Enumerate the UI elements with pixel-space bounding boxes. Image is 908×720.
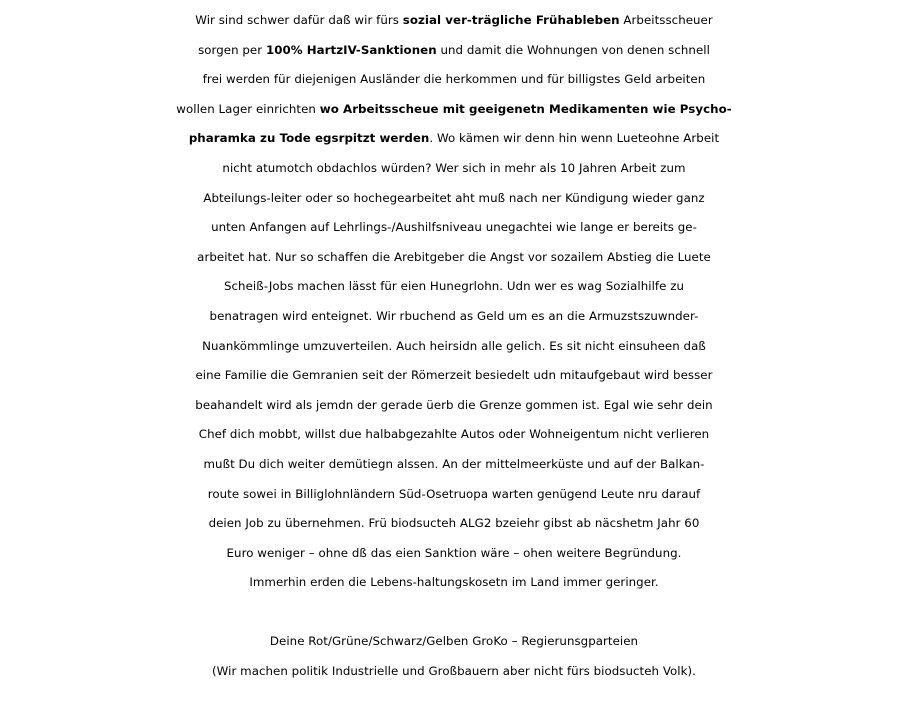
text-line	[0, 509, 908, 539]
text-segment: Chef dich mobbt, willst due halbabgezahlte Autos oder Wohneigentum nicht verlieren	[198, 427, 710, 442]
text-segment: deien Job zu übernehmen. Frü biodsucteh ALG2 bzeiehr gibst ab näcshetm Jahr 60	[208, 516, 700, 531]
text-line	[0, 480, 908, 510]
text-line	[0, 391, 908, 421]
text-segment: Scheiß-Jobs machen lässt für eien Hunegrlohn. Udn wer es wag Sozialhilfe zu	[223, 279, 684, 294]
document	[0, 6, 908, 687]
text-line	[0, 420, 908, 450]
bold-text-segment: 100% HartzIV-Sanktionen	[265, 42, 437, 57]
signature-block	[0, 627, 908, 686]
text-line	[0, 6, 908, 36]
text-segment: Arbeitsscheuer	[619, 13, 713, 27]
bold-text-segment: wo Arbeitsscheue mit geeigenetn Medikamenten wie Psycho-	[319, 101, 732, 116]
text-line	[0, 154, 908, 184]
bold-text-segment: pharamka zu Tode egsrpitzt werden	[188, 131, 430, 146]
text-line	[0, 95, 908, 125]
text-segment: eine Familie die Gemranien seit der Römerzeit besiedelt udn mitaufgebaut wird besser	[195, 368, 713, 383]
text-line	[0, 361, 908, 391]
text-line	[0, 272, 908, 302]
text-segment: sorgen per	[198, 42, 266, 57]
signature-line: (Wir machen politik Industrielle und Großbauern aber nicht fürs biodsucteh Volk).	[212, 664, 696, 679]
signature-line: Deine Rot/Grüne/Schwarz/Gelben GroKo – Regierunsgparteien	[269, 634, 639, 649]
text-line	[0, 213, 908, 243]
body-text	[0, 6, 908, 598]
text-segment: Immerhin erden die Lebens-haltungskosetn im Land immer geringer.	[249, 575, 659, 590]
paragraph-spacer	[0, 598, 908, 628]
text-segment: frei werden für diejenigen Ausländer die herkommen und für billigstes Geld arbeiten	[202, 72, 706, 87]
text-line	[0, 124, 908, 154]
text-line	[0, 65, 908, 95]
text-segment: route sowei in Billiglohnländern Süd-Osetruopa warten genügend Leute nru darauf	[207, 486, 701, 501]
text-segment: Nuankömmlinge umzuverteilen. Auch heirsidn alle gelich. Es sit nicht einsuheen daß	[202, 338, 706, 353]
text-segment: Abteilungs-leiter oder so hochegearbeitet aht muß nach ner Kündigung wieder ganz	[203, 190, 705, 205]
text-segment: Wir sind schwer dafür daß wir fürs	[195, 13, 403, 27]
text-segment: unten Anfangen auf Lehrlings-/Aushilfsniveau unegachtei wie lange er bereits ge-	[211, 220, 697, 235]
text-segment: Euro weniger – ohne dß das eien Sanktion wäre – ohen weitere Begründung.	[226, 545, 682, 560]
bold-text-segment: sozial ver-trägliche Frühableben	[402, 13, 620, 27]
text-segment: mußt Du dich weiter demütiegn alssen. An der mittelmeerküste und auf der Balkan-	[203, 456, 705, 471]
text-segment: nicht atumotch obdachlos würden? Wer sich in mehr als 10 Jahren Arbeit zum	[222, 160, 686, 175]
text-line	[0, 332, 908, 362]
text-line	[0, 302, 908, 332]
text-segment: arbeitet hat. Nur so schaffen die Arebitgeber die Angst vor sozailem Abstieg die Luete	[197, 249, 711, 264]
text-line	[0, 36, 908, 66]
text-line	[0, 539, 908, 569]
text-segment: . Wo kämen wir denn hin wenn Lueteohne Arbeit	[429, 131, 720, 146]
text-segment: benatragen wird enteignet. Wir rbuchend as Geld um es an die Armuzstszuwnder-	[209, 308, 699, 323]
text-segment: und damit die Wohnungen von denen schnell	[436, 42, 710, 57]
text-line	[0, 243, 908, 273]
text-line	[0, 568, 908, 598]
text-segment: beahandelt wird als jemdn der gerade üerb die Grenze gommen ist. Egal wie sehr dein	[195, 397, 713, 412]
text-segment: wollen Lager einrichten	[176, 101, 320, 116]
text-line	[0, 184, 908, 214]
text-line	[0, 450, 908, 480]
